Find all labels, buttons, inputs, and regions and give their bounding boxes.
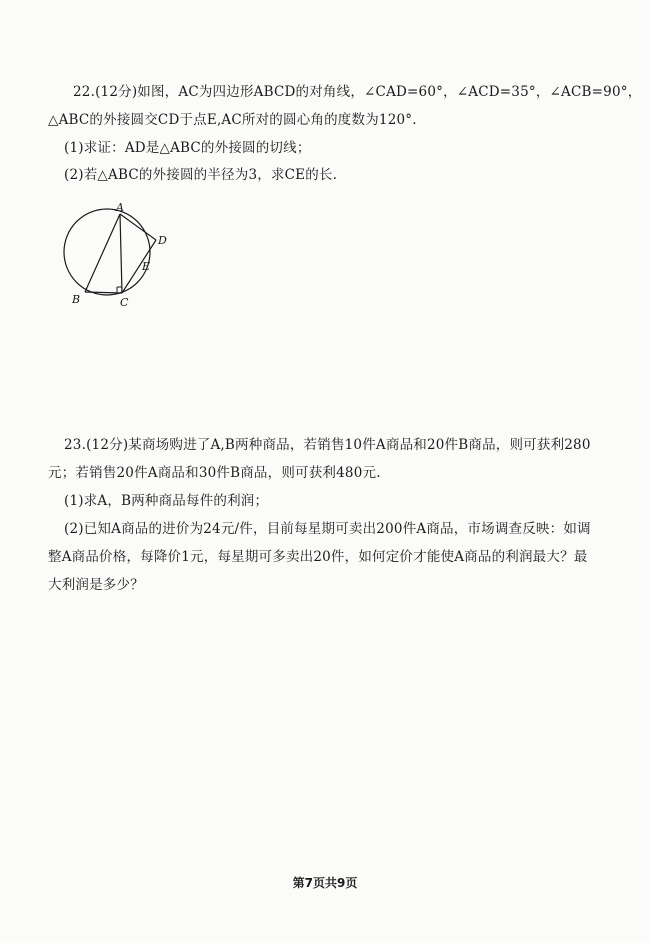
- q23-part1: (1)求A，B两种商品每件的利润；: [64, 493, 269, 509]
- circumcircle: [64, 209, 150, 295]
- label-A: A: [116, 201, 124, 214]
- label-E: E: [142, 260, 151, 273]
- page-footer: 第7页共9页: [292, 876, 358, 890]
- q23-part2-line3: 大利润是多少？: [48, 577, 144, 593]
- segment-AD: [120, 214, 156, 240]
- segment-BC: [85, 292, 122, 293]
- label-D: D: [158, 234, 167, 247]
- q23-stem-line2: 元；若销售20件A商品和30件B商品，则可获利480元.: [48, 465, 381, 481]
- q22-part2: (2)若△ABC的外接圆的半径为3，求CE的长.: [64, 167, 338, 183]
- q22-geometry-figure: [52, 200, 182, 312]
- label-C: C: [120, 296, 129, 309]
- q23-stem-line1: 23.(12分)某商场购进了A,B两种商品，若销售10件A商品和20件B商品，则可获利280: [64, 437, 591, 453]
- q22-stem-line2: △ABC的外接圆交CD于点E,AC所对的圆心角的度数为120°.: [48, 112, 417, 128]
- segment-DC: [122, 240, 156, 293]
- q22-part1: (1)求证：AD是△ABC的外接圆的切线；: [64, 140, 311, 156]
- segment-AC: [120, 214, 122, 293]
- label-B: B: [72, 293, 81, 306]
- q22-stem-line1: 22.(12分)如图，AC为四边形ABCD的对角线，∠CAD=60°，∠ACD=35°，∠ACB=90°，: [73, 84, 642, 100]
- q23-part2-line1: (2)已知A商品的进价为24元/件，目前每星期可卖出200件A商品，市场调查反映：如调: [64, 521, 591, 537]
- segment-AB: [85, 214, 120, 292]
- q23-part2-line2: 整A商品价格，每降价1元，每星期可多卖出20件，如何定价才能使A商品的利润最大？最: [48, 549, 588, 565]
